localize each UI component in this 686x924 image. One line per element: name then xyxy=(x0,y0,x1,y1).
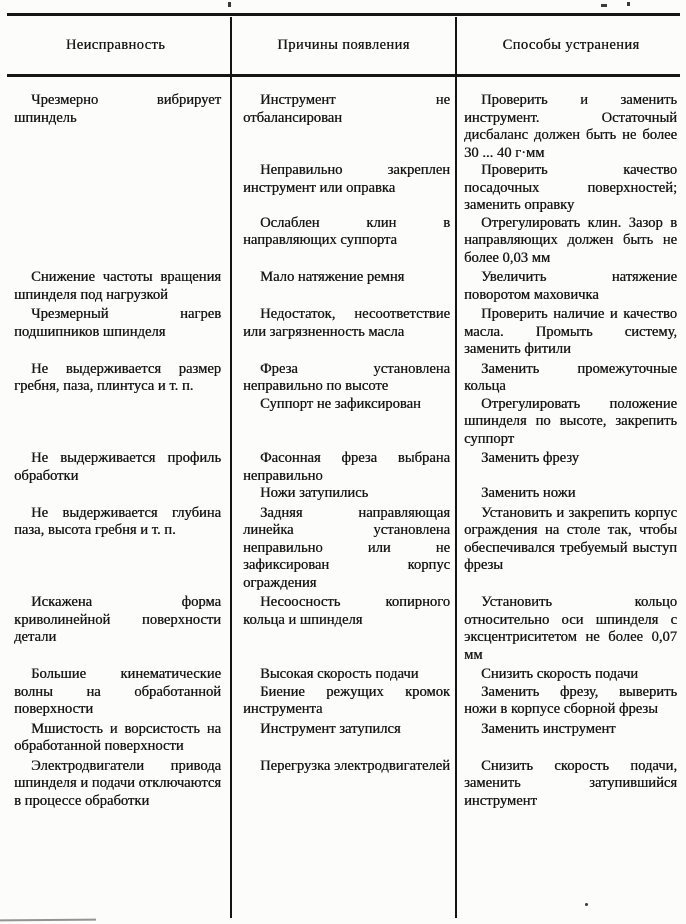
cause-cell: Ножи затупились xyxy=(260,485,369,501)
cause-cell: Неправильно закреплен инструмент или оправка xyxy=(243,162,450,196)
cause-cell: Инструмент затупился xyxy=(260,720,401,737)
fault-cell: Мшистость и ворсистость на обработанной поверхности xyxy=(14,720,221,754)
table-row xyxy=(0,450,686,503)
remedy-cell: Заменить ножи xyxy=(481,485,576,501)
fault-cell: Большие кинематические волны на обработанной поверхности xyxy=(14,666,221,717)
column-header-fault: Неисправность xyxy=(65,36,166,53)
fault-cell: Не выдерживается глубина паза, высота гребня и т. п. xyxy=(14,504,221,538)
table-row xyxy=(0,269,686,304)
cause-cell: Высокая скорость подачи xyxy=(260,666,419,682)
fault-cell: Искажена форма криволинейной поверхности детали xyxy=(14,594,221,645)
remedy-cell: Заменить инструмент xyxy=(481,720,616,737)
cause-cell: Инструмент не отбалансирован xyxy=(243,92,450,126)
column-header-remedy: Способы устранения xyxy=(502,36,640,53)
table-row xyxy=(0,666,686,719)
cause-cell: Мало натяжение ремня xyxy=(260,269,405,285)
cause-cell: Задняя направляющая линейка установлена неправильно или не зафиксирован корпус ограждения xyxy=(243,504,450,591)
cause-cell: Перегрузка электродвигателей xyxy=(260,757,450,774)
remedy-cell: Проверить и заменить инструмент. Остаточный дисбаланс должен быть не более 30 ... 40 г·мм xyxy=(464,92,677,161)
remedy-cell: Заменить фрезу xyxy=(481,450,579,466)
fault-cell: Не выдерживается профиль обработки xyxy=(14,450,221,484)
scan-artifact xyxy=(601,4,607,7)
scan-artifact xyxy=(585,903,588,906)
remedy-cell: Установить кольцо относительно оси шпинделя с эксцентриситетом не более 0,07 мм xyxy=(464,594,677,663)
fault-cell: Электродвигатели привода шпинделя и подачи отключаются в процессе обработки xyxy=(14,757,221,809)
cause-cell: Ослаблен клин в направляющих суппорта xyxy=(243,214,450,248)
remedy-cell: Снизить скорость подачи, заменить затупившийся инструмент xyxy=(464,757,677,809)
scan-artifact xyxy=(228,2,231,7)
scan-artifact xyxy=(627,2,630,6)
table-row xyxy=(0,505,686,593)
fault-cell: Не выдерживается размер гребня, паза, плинтуса и т. п. xyxy=(14,360,221,394)
table-row xyxy=(0,306,686,359)
remedy-cell: Отрегулировать положение шпинделя по высоте, закрепить суппорт xyxy=(464,395,677,447)
column-header-cause: Причины появления xyxy=(277,36,410,53)
remedy-cell: Снизить скорость подачи xyxy=(481,666,639,682)
table-row xyxy=(0,758,686,811)
remedy-cell: Отрегулировать клин. Зазор в направляющих должен быть не более 0,03 мм xyxy=(464,214,677,266)
table-bottom-rule-fragment xyxy=(0,919,96,922)
table-body xyxy=(0,77,686,810)
table-row xyxy=(0,92,686,267)
remedy-cell: Проверить качество посадочных поверхностей; заменить оправку xyxy=(464,162,677,213)
fault-cell: Снижение частоты вращения шпинделя под нагрузкой xyxy=(14,269,221,303)
cause-cell: Фреза установлена неправильно по высоте xyxy=(243,360,450,394)
cause-cell: Недостаток, несоответствие или загрязненность масла xyxy=(243,306,450,340)
remedy-cell: Проверить наличие и качество масла. Промыть систему, заменить фитили xyxy=(464,306,677,357)
fault-cell: Чрезмерный нагрев подшипников шпинделя xyxy=(14,306,221,340)
remedy-cell: Заменить фрезу, выверить ножи в корпусе сборной фрезы xyxy=(464,683,677,717)
cause-cell: Фасонная фреза выбрана неправильно xyxy=(243,450,450,484)
table-row xyxy=(0,361,686,449)
remedy-cell: Заменить промежуточные кольца xyxy=(464,360,677,394)
remedy-cell: Установить и закрепить корпус ограждения на столе так, чтобы обеспечивался требуемый выступ фрезы xyxy=(464,504,677,573)
table-row xyxy=(0,721,686,756)
table-row xyxy=(0,594,686,664)
cause-cell: Биение режущих кромок инструмента xyxy=(243,683,450,717)
cause-cell: Несоосность копирного кольца и шпинделя xyxy=(243,594,450,628)
fault-cell: Чрезмерно вибрирует шпиндель xyxy=(14,92,221,126)
table-header-row xyxy=(0,16,686,74)
remedy-cell: Увеличить натяжение поворотом маховичка xyxy=(464,269,677,303)
cause-cell: Суппорт не зафиксирован xyxy=(260,395,421,412)
